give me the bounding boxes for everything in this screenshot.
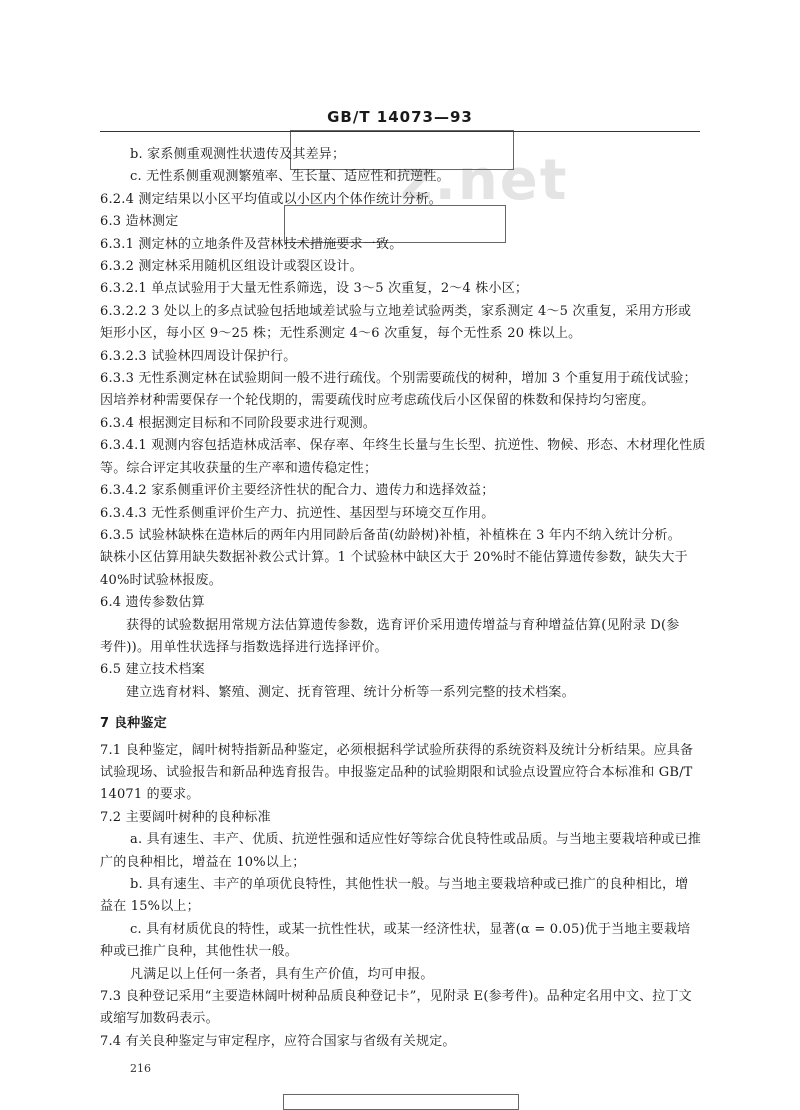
standard-code-header: GB/T 14073—93 (327, 108, 473, 126)
watermark: z.net (400, 148, 569, 213)
text-line: 或缩写加数码表示。 (100, 1011, 219, 1027)
text-line: b. 具有速生、丰产的单项优良特性，其他性状一般。与当地主要栽培种或已推广的良种相比，增 (130, 877, 689, 892)
text-line: b. 家系侧重观测性状遗传及其差异； (130, 147, 346, 162)
text-line: 6.3.4.3 无性系侧重评价生产力、抗逆性、基因型与环境交互作用。 (100, 505, 495, 521)
text-line: 6.3.3 无性系测定林在试验期间一般不进行疏伐。个别需要疏伐的树种，增加 3 个重复用于疏伐试验； (100, 371, 697, 387)
scan-frame (283, 1094, 519, 1110)
page-number: 216 (130, 1062, 151, 1075)
header-rule (100, 131, 700, 132)
text-line: 6.3.2 测定林采用随机区组设计或裂区设计。 (100, 259, 363, 275)
text-line: 6.3.2.1 单点试验用于大量无性系筛选，设 3～5 次重复，2～4 株小区； (100, 281, 529, 297)
text-line: 7.4 有关良种鉴定与审定程序，应符合国家与省级有关规定。 (100, 1033, 456, 1049)
text-line: 7.1 良种鉴定，阔叶树特指新品种鉴定，必须根据科学试验所获得的系统资料及统计分析结果。应具备 (100, 742, 694, 758)
document-body (100, 144, 706, 1053)
text-line: 6.3.1 测定林的立地条件及营林技术措施要求一致。 (100, 236, 403, 252)
text-line: 6.5 建立技术档案 (100, 662, 205, 678)
text-line: 矩形小区，每小区 9～25 株；无性系测定 4～6 次重复，每个无性系 20 株以上。 (100, 326, 582, 342)
text-line: 种或已推广良种，其他性状一般。 (100, 944, 299, 960)
text-line: a. 具有速生、丰产、优质、抗逆性强和适应性好等综合优良特性或品质。与当地主要栽培种或已推 (130, 832, 702, 848)
text-line: 因培养材种需要保存一个轮伐期的，需要疏伐时应考虑疏伐后小区保留的株数和保持均匀密度。 (100, 393, 655, 409)
text-line: 6.2.4 测定结果以小区平均值或以小区内个体作统计分析。 (100, 191, 443, 207)
text-line: 考件))。用单性状选择与指数选择进行选择评价。 (100, 639, 388, 655)
text-line: 14071 的要求。 (100, 787, 200, 803)
text-line: 等。综合评定其收获量的生产率和遗传稳定性； (100, 460, 378, 476)
text-line: 6.3.2.3 试验林四周设计保护行。 (100, 348, 297, 364)
text-line: 6.3.4.1 观测内容包括造林成活率、保存率、年终生长量与生长型、抗逆性、物候、形态、木材理化性质 (100, 438, 706, 454)
text-line: 试验现场、试验报告和新品种选育报告。申报鉴定品种的试验期限和试验点设置应符合本标准和 GB/T (100, 764, 693, 780)
text-line: 益在 15%以上； (100, 899, 200, 915)
text-line: 6.3.5 试验林缺株在造林后的两年内用同龄后备苗(幼龄树)补植，补植株在 3 年内不纳入统计分析。 (100, 527, 681, 543)
text-line: 40%时试验林报废。 (100, 572, 222, 588)
text-line: 7.2 主要阔叶树种的良种标准 (100, 809, 271, 825)
text-line: 6.3 造林测定 (100, 214, 179, 230)
text-line: c. 无性系侧重观测繁殖率、生长量、适应性和抗逆性。 (130, 169, 450, 185)
text-line: 凡满足以上任何一条者，具有生产价值，均可申报。 (130, 966, 434, 982)
text-line: 6.3.2.2 3 处以上的多点试验包括地域差试验与立地差试验两类，家系测定 4～5 次重复，采用方形或 (100, 303, 692, 319)
text-line: 6.3.4 根据测定目标和不同阶段要求进行观测。 (100, 415, 377, 431)
text-line: 获得的试验数据用常规方法估算遗传参数，选育评价采用遗传增益与育种增益估算(见附录 D(参 (126, 617, 680, 633)
text-line: 6.4 遗传参数估算 (100, 595, 205, 611)
section-heading: 7 良种鉴定 (100, 716, 167, 732)
text-line: 6.3.4.2 家系侧重评价主要经济性状的配合力、遗传力和选择效益； (100, 483, 495, 499)
text-line: c. 具有材质优良的特性，或某一抗性性状，或某一经济性状，显著(α = 0.05)优于当地主要栽培 (130, 921, 691, 937)
text-line: 7.3 良种登记采用“主要造林阔叶树种品质良种登记卡”，见附录 E(参考件)。品种定名用中文、拉丁文 (100, 989, 692, 1005)
text-line: 建立选育材料、繁殖、测定、抚育管理、统计分析等一系列完整的技术档案。 (126, 684, 575, 700)
text-line: 缺株小区估算用缺失数据补救公式计算。1 个试验林中缺区大于 20%时不能估算遗传参数，缺失大于 (100, 550, 688, 566)
text-line: 广的良种相比，增益在 10%以上； (100, 854, 306, 870)
